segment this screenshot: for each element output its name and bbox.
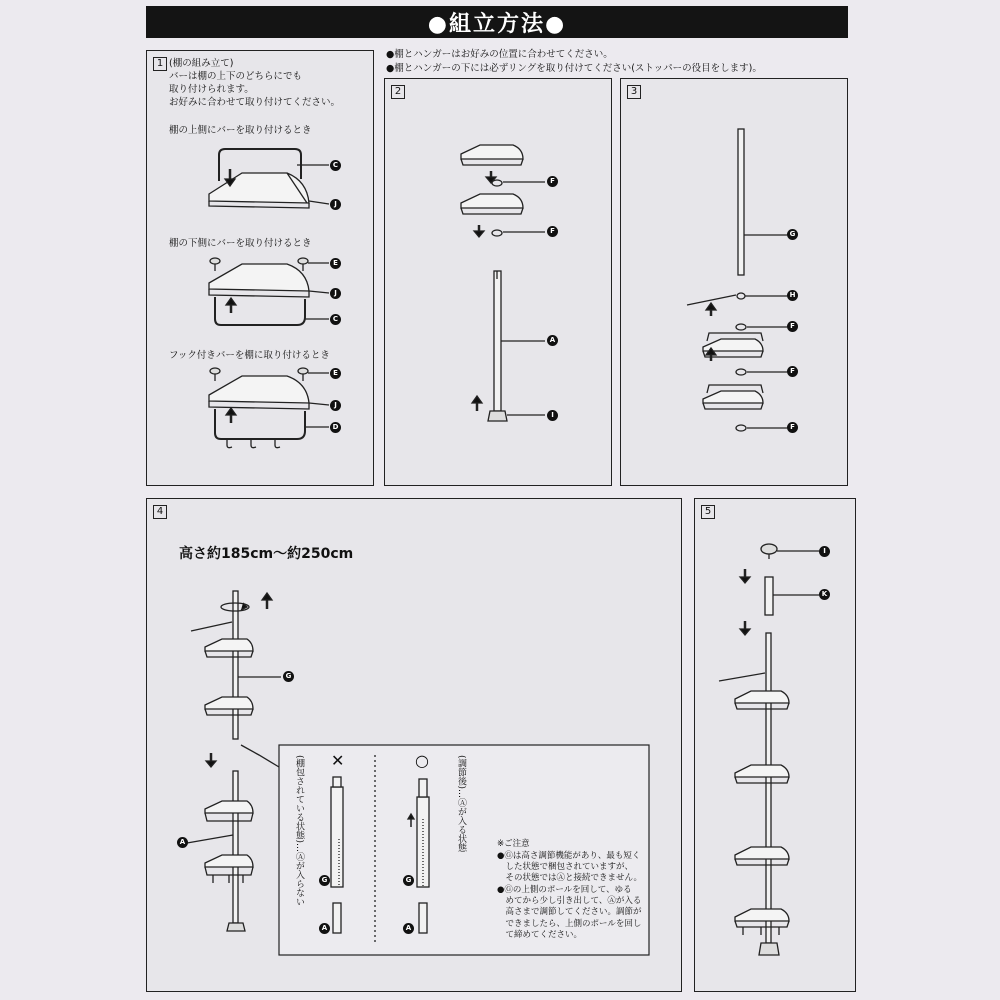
step1-number: 1 — [153, 57, 167, 71]
step1-case-hook: フック付きバーを棚に取り付けるとき — [169, 350, 330, 361]
step1-panel — [146, 50, 374, 486]
header-note-2: ●棚とハンガーの下には必ずリングを取り付けてください(ストッパーの役目をします)。 — [386, 63, 762, 74]
part-badge-f: F — [787, 321, 798, 332]
step4-panel — [146, 498, 682, 992]
part-badge-f: F — [547, 176, 558, 187]
step5-illustration — [695, 499, 857, 993]
step1-intro-3: 取り付けられます。 — [169, 84, 254, 95]
note-line: て締めてください。 — [497, 930, 583, 940]
part-badge-g: G — [283, 671, 294, 682]
part-badge-a: A — [547, 335, 558, 346]
note-line: ●Ⓖの上側のポールを回して、ゆる — [497, 885, 632, 895]
note-line: した状態で梱包されていますが、 — [497, 862, 634, 872]
step5-number: 5 — [701, 505, 715, 519]
step1-intro-1: (棚の組み立て) — [169, 58, 234, 69]
part-badge-c: C — [330, 160, 341, 171]
step1-intro-4: お好みに合わせて取り付けてください。 — [169, 97, 341, 108]
ok-description: (調節後)…Ⓐが入る状態 — [456, 755, 466, 853]
step2-panel — [384, 78, 612, 486]
part-badge-k: K — [819, 589, 830, 600]
header-note-1: ●棚とハンガーはお好みの位置に合わせてください。 — [386, 49, 613, 60]
ng-mark: ✕ — [331, 751, 345, 770]
ok-mark: ○ — [415, 751, 429, 770]
part-badge-f: F — [787, 422, 798, 433]
step1-intro-2: バーは棚の上下のどちらにでも — [169, 71, 303, 82]
note-line: 高さまで調節してください。調節が — [497, 907, 642, 917]
step3-illustration — [621, 79, 849, 487]
note-line: その状態ではⒶと接続できません。 — [497, 873, 643, 883]
note-line: できましたら、上側のポールを回し — [497, 919, 642, 929]
note-title: ※ご注意 — [497, 839, 530, 849]
note-line: めてから少し引き出して、Ⓐが入る — [497, 896, 642, 906]
step3-number: 3 — [627, 85, 641, 99]
part-badge-a: A — [403, 923, 414, 934]
part-badge-g: G — [403, 875, 414, 886]
height-range: 高さ約185cm〜約250cm — [179, 546, 354, 562]
step1-case-top: 棚の上側にバーを取り付けるとき — [169, 125, 312, 136]
note-line: ●Ⓖは高さ調節機能があり、最も短く — [497, 851, 641, 861]
step4-number: 4 — [153, 505, 167, 519]
step5-panel — [694, 498, 856, 992]
step3-panel — [620, 78, 848, 486]
part-badge-i: I — [547, 410, 558, 421]
part-badge-j: J — [330, 400, 341, 411]
part-badge-j: J — [330, 199, 341, 210]
part-badge-f: F — [787, 366, 798, 377]
page-title: ●組立方法● — [146, 6, 848, 38]
part-badge-j: J — [330, 288, 341, 299]
step1-case-bottom: 棚の下側にバーを取り付けるとき — [169, 238, 312, 249]
ng-description: (棚包されている状態)…Ⓐが入らない — [294, 755, 304, 907]
step2-illustration — [385, 79, 613, 487]
part-badge-g: G — [787, 229, 798, 240]
part-badge-e: E — [330, 368, 341, 379]
part-badge-d: D — [330, 422, 341, 433]
step2-number: 2 — [391, 85, 405, 99]
part-badge-a: A — [177, 837, 188, 848]
part-badge-i: I — [819, 546, 830, 557]
part-badge-f: F — [547, 226, 558, 237]
part-badge-c: C — [330, 314, 341, 325]
part-badge-h: H — [787, 290, 798, 301]
part-badge-g: G — [319, 875, 330, 886]
part-badge-a: A — [319, 923, 330, 934]
step1-illustrations — [147, 51, 375, 487]
part-badge-e: E — [330, 258, 341, 269]
